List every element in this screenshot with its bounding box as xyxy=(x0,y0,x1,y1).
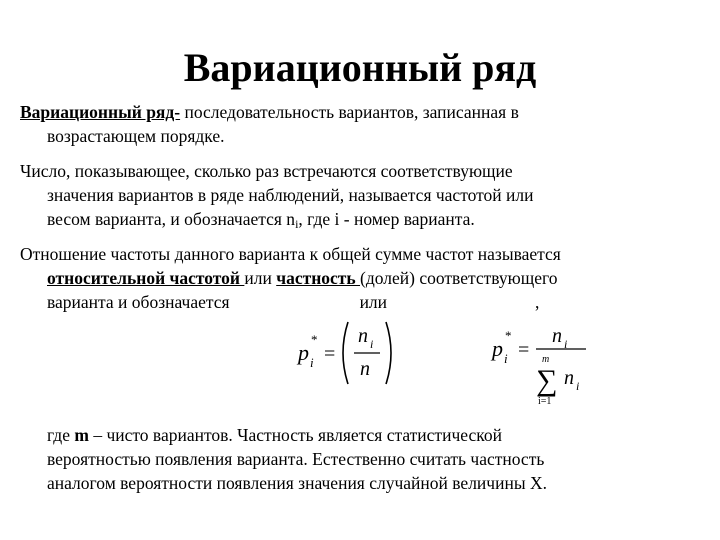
formula-partiality xyxy=(490,318,600,408)
f1-eq: = xyxy=(324,343,336,365)
p2-line3-sub: i xyxy=(295,217,299,231)
f2-sumvar: n xyxy=(564,367,574,389)
f1-left-paren xyxy=(343,322,348,384)
tail-line1a: где xyxy=(47,425,75,445)
f2-numsub: i xyxy=(564,337,568,351)
f2-sumvar-sub: i xyxy=(576,379,580,393)
paragraph-relative-frequency xyxy=(20,242,710,314)
term-variation-series: Вариационный ряд- xyxy=(20,102,181,122)
f2-num: n xyxy=(552,325,562,347)
term-relative-frequency: относительной частотой xyxy=(47,268,245,288)
p2-line3a: весом варианта, и обозначается n xyxy=(47,209,296,229)
tail-line3: аналогом вероятности появления значения случайной величины X. xyxy=(47,473,547,493)
paragraph-variation-series xyxy=(20,100,710,148)
tail-m: m xyxy=(74,425,89,445)
p3-line1: Отношение частоты данного варианта к общей сумме частот называется xyxy=(20,244,561,264)
f2-sum-sign: ∑ xyxy=(536,364,558,397)
f1-p: p xyxy=(298,340,309,365)
p3-line2-rest: (долей) соответствующего xyxy=(360,268,558,288)
f2-p: p xyxy=(492,336,503,361)
tail-line1b: – чисто вариантов. Частность является статистической xyxy=(88,425,502,445)
formula-relative-frequency xyxy=(296,318,406,388)
p2-line3b: , где i - номер варианта. xyxy=(298,209,475,229)
f2-sup: * xyxy=(505,328,512,343)
p1-line2: возрастающем порядке. xyxy=(47,126,225,146)
f2-eq: = xyxy=(518,339,530,361)
p3-line3-comma: , xyxy=(535,292,540,312)
f1-right-paren xyxy=(386,322,391,384)
f1-num: n xyxy=(358,325,368,347)
f1-sub: i xyxy=(310,355,314,370)
p3-or: или xyxy=(244,268,272,288)
term-partiality: частность xyxy=(276,268,361,288)
p3-line3-or: или xyxy=(359,292,388,312)
p3-line3a: варианта и обозначается xyxy=(47,292,230,312)
f2-sum-top: m xyxy=(542,354,550,365)
f1-numsub: i xyxy=(370,337,374,351)
p2-line1: Число, показывающее, сколько раз встречаются соответствующие xyxy=(20,161,513,181)
slide-title: Вариационный ряд xyxy=(183,45,537,90)
f1-den: n xyxy=(360,358,370,380)
paragraph-frequency xyxy=(20,159,710,236)
paragraph-where-m xyxy=(47,423,707,495)
f2-sub: i xyxy=(504,351,508,366)
f1-sup: * xyxy=(311,332,318,347)
p2-line2: значения вариантов в ряде наблюдений, называется частотой или xyxy=(47,185,534,205)
tail-line2: вероятностью появления варианта. Естественно считать частность xyxy=(47,449,545,469)
f2-sum-bottom: i=1 xyxy=(538,396,552,407)
p1-line1: последовательность вариантов, записанная в xyxy=(180,102,519,122)
